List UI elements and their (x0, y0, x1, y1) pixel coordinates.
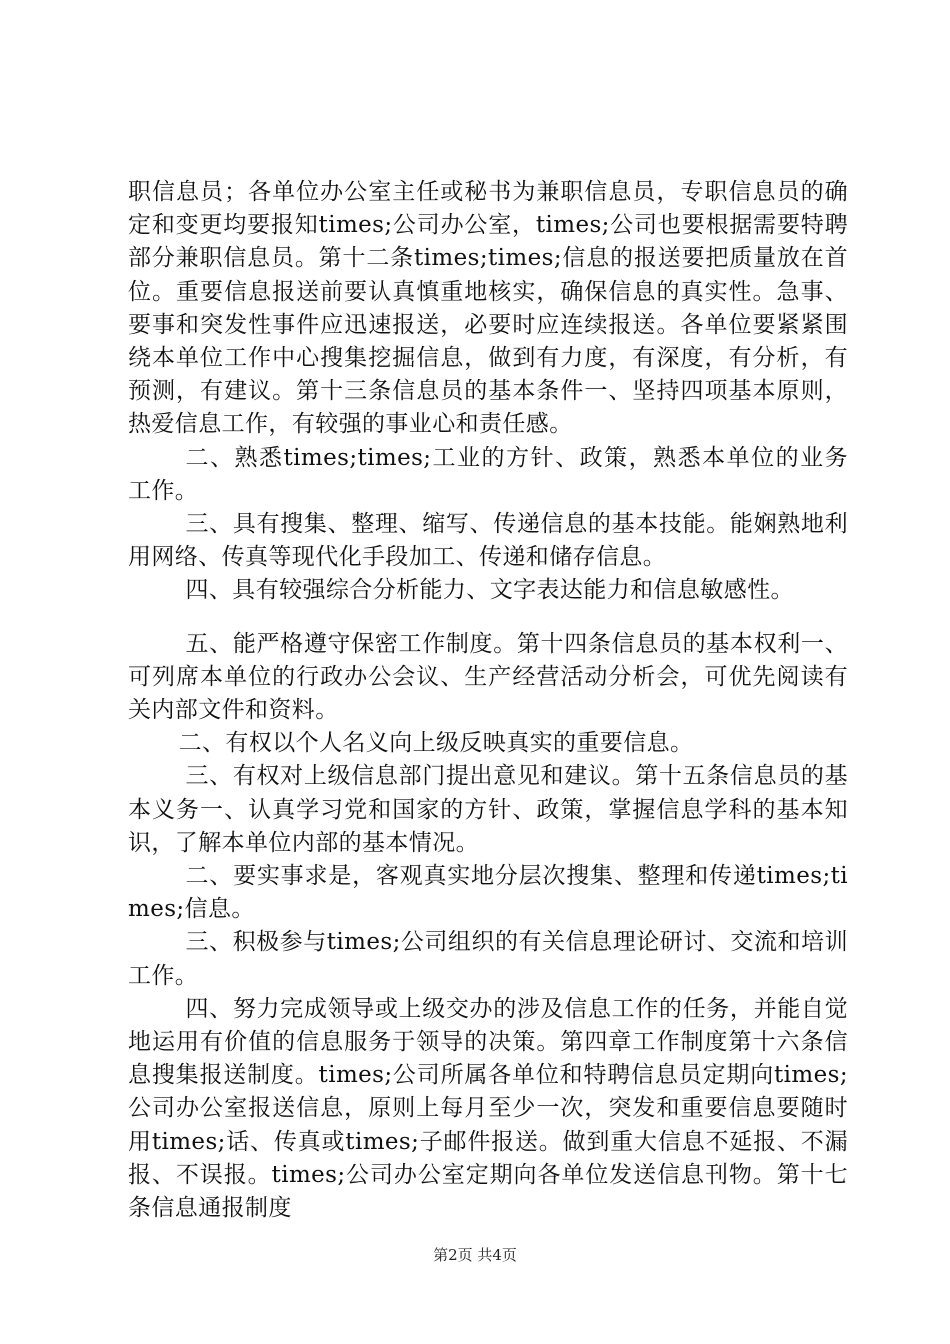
paragraph-9: 三、积极参与times;公司组织的有关信息理论研讨、交流和培训工作。 (128, 929, 848, 989)
paragraph-2: 二、熟悉times;times;工业的方针、政策，熟悉本单位的业务工作。 (128, 444, 848, 504)
document-body (128, 176, 848, 1225)
paragraph-4: 四、具有较强综合分析能力、文字表达能力和信息敏感性。 (185, 577, 794, 604)
paragraph-6: 二、有权以个人名义向上级反映真实的重要信息。 (178, 730, 694, 757)
paragraph-8: 二、要实事求是，客观真实地分层次搜集、整理和传递times;times;信息。 (128, 863, 848, 923)
paragraph-7: 三、有权对上级信息部门提出意见和建议。第十五条信息员的基本义务一、认真学习党和国家的方针、政策，掌握信息学科的基本知识，了解本单位内部的基本情况。 (128, 763, 848, 856)
paragraph-3: 三、具有搜集、整理、缩写、传递信息的基本技能。能娴熟地利用网络、传真等现代化手段加工、传递和储存信息。 (128, 511, 848, 571)
page-number: 第2页 共4页 (433, 1246, 517, 1264)
paragraph-10: 四、努力完成领导或上级交办的涉及信息工作的任务，并能自觉地运用有价值的信息服务于领导的决策。第四章工作制度第十六条信息搜集报送制度。times;公司所属各单位和特聘信息员定期向times;公司办公室报送信息，原则上每月至少一次，突发和重要信息要随时用times;话、传真或times;子邮件报送。做到重大信息不延报、不漏报、不误报。times;公司办公室定期向各单位发送信息刊物。第十七条信息通报制度 (128, 995, 848, 1222)
paragraph-5: 五、能严格遵守保密工作制度。第十四条信息员的基本权利一、可列席本单位的行政办公会议、生产经营活动分析会，可优先阅读有关内部文件和资料。 (128, 630, 848, 724)
paragraph-1: 职信息员；各单位办公室主任或秘书为兼职信息员，专职信息员的确定和变更均要报知times;公司办公室，times;公司也要根据需要特聘部分兼职信息员。第十二条times;times;信息的报送要把质量放在首位。重要信息报送前要认真慎重地核实，确保信息的真实性。急事、要事和突发性事件应迅速报送，必要时应连续报送。各单位要紧紧围绕本单位工作中心搜集挖掘信息，做到有力度，有深度，有分析，有预测，有建议。第十三条信息员的基本条件一、坚持四项基本原则，热爱信息工作，有较强的事业心和责任感。 (128, 179, 848, 438)
